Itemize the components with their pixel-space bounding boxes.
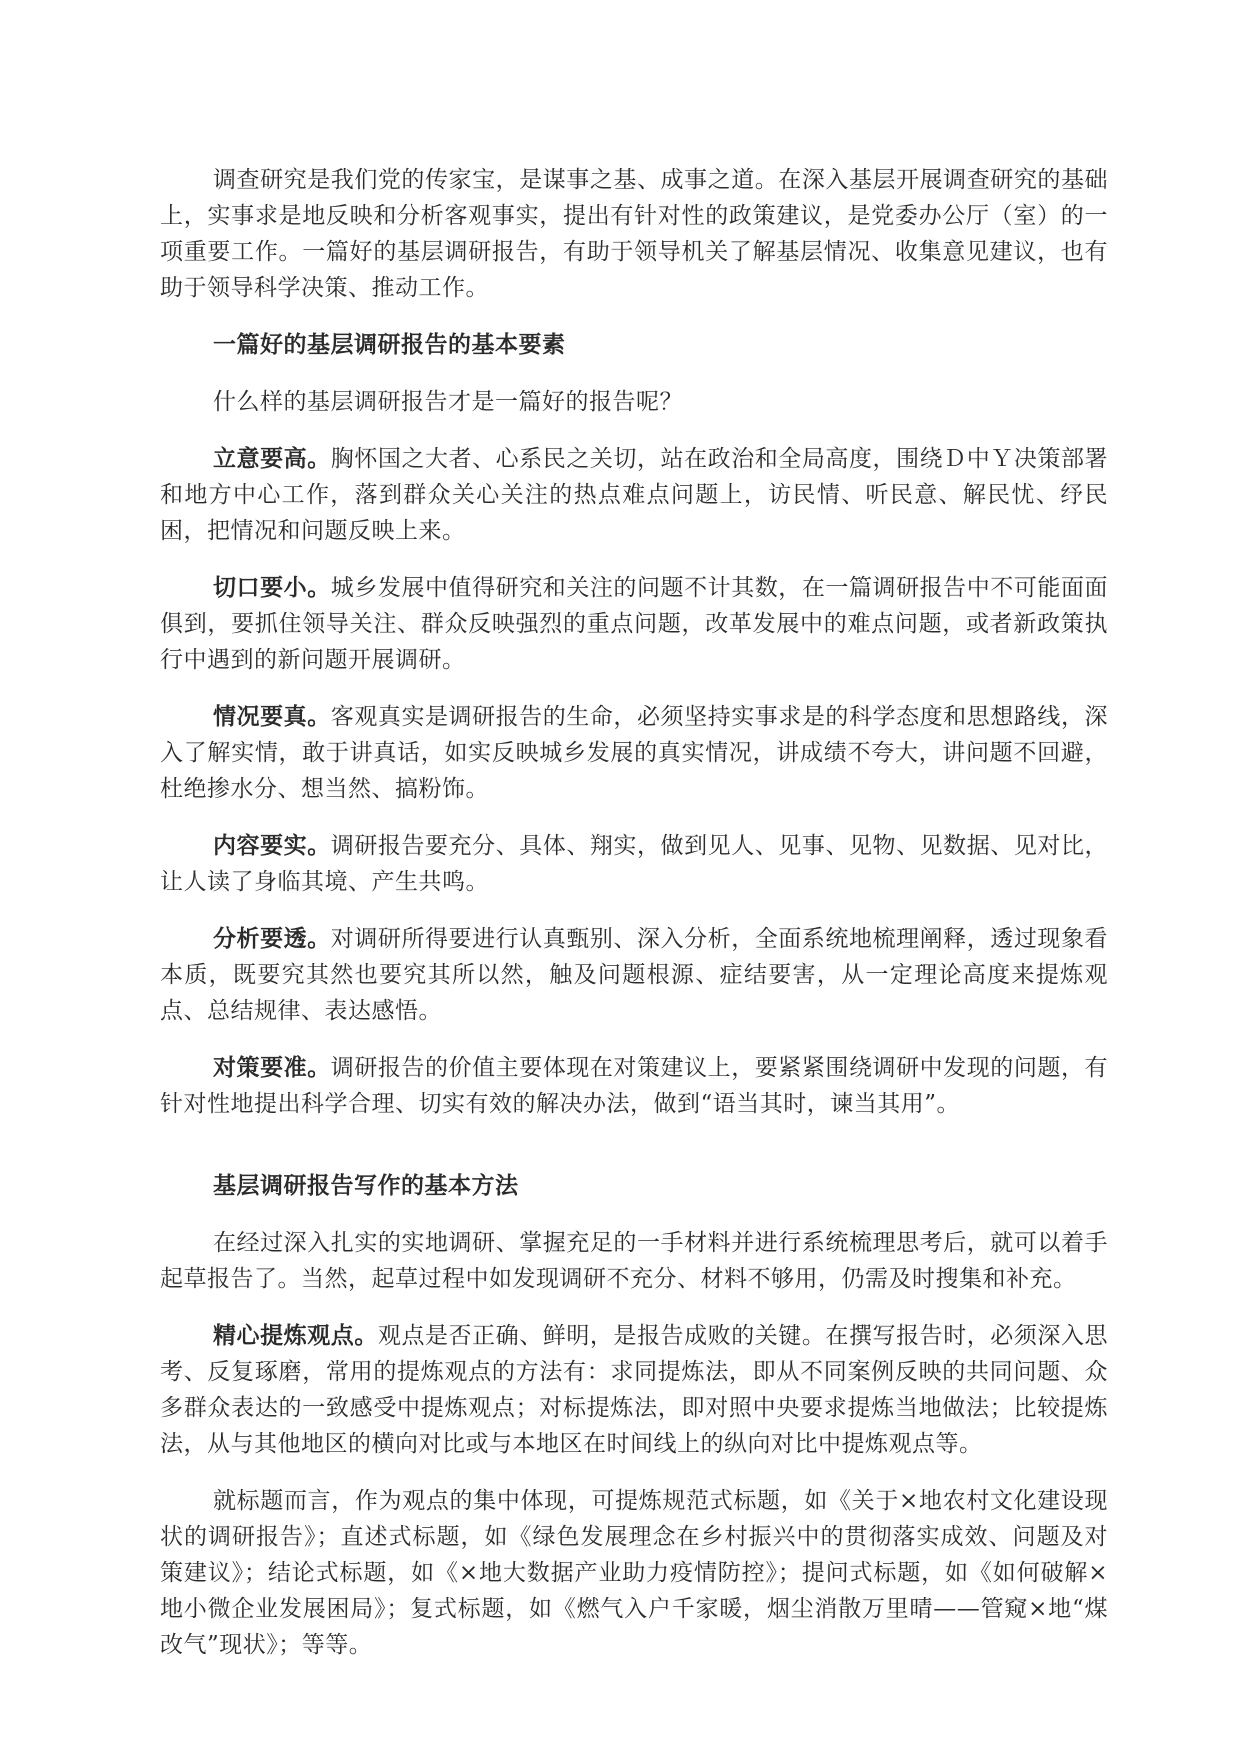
- method-text-1: 观点是否正确、鲜明，是报告成败的关键。在撰写报告时，必须深入思考、反复琢磨，常用的提炼观点的方法有：求同提炼法，即从不同案例反映的共同问题、众多群众表达的一致感受中提炼观点；对标提炼法，即对照中央要求提炼当地做法；比较提炼法，从与其他地区的横向对比或与本地区在时间线上的纵向对比中提炼观点等。: [160, 1323, 1109, 1457]
- element-lead-6: 对策要准。: [213, 1055, 331, 1081]
- element-paragraph-1: [160, 441, 1108, 549]
- element-text-2: 城乡发展中值得研究和关注的问题不计其数，在一篇调研报告中不可能面面俱到，要抓住领导关注、群众反映强烈的重点问题，改革发展中的难点问题，或者新政策执行中遇到的新问题开展调研。: [160, 575, 1109, 673]
- section2-intro: 在经过深入扎实的实地调研、掌握充足的一手材料并进行系统梳理思考后，就可以着手起草报告了。当然，起草过程中如发现调研不充分、材料不够用，仍需及时搜集和补充。: [160, 1230, 1108, 1292]
- element-paragraph-2: [160, 570, 1108, 678]
- element-lead-2: 切口要小。: [213, 575, 331, 601]
- element-lead-1: 立意要高。: [213, 446, 331, 472]
- section1-question: 什么样的基层调研报告才是一篇好的报告呢？: [213, 389, 683, 415]
- section1-heading: 一篇好的基层调研报告的基本要素: [213, 332, 566, 358]
- element-text-3: 客观真实是调研报告的生命，必须坚持实事求是的科学态度和思想路线，深入了解实情，敢于讲真话，如实反映城乡发展的真实情况，讲成绩不夸大，讲问题不回避，杜绝掺水分、想当然、搞粉饰。: [160, 704, 1109, 802]
- element-paragraph-3: [160, 699, 1108, 807]
- element-paragraph-4: [160, 828, 1108, 900]
- document-page: [160, 162, 1108, 1684]
- section2-heading: 基层调研报告写作的基本方法: [213, 1173, 519, 1199]
- titles-paragraph: 就标题而言，作为观点的集中体现，可提炼规范式标题，如《关于×地农村文化建设现状的调研报告》；直述式标题，如《绿色发展理念在乡村振兴中的贯彻落实成效、问题及对策建议》；结论式标题，如《×地大数据产业助力疫情防控》；提问式标题，如《如何破解×地小微企业发展困局》；复式标题，如《燃气入户千家暖，烟尘消散万里晴——管窥×地“煤改气”现状》；等等。: [160, 1488, 1108, 1658]
- element-lead-3: 情况要真。: [213, 704, 331, 730]
- intro-paragraph: 调查研究是我们党的传家宝，是谋事之基、成事之道。在深入基层开展调查研究的基础上，实事求是地反映和分析客观事实，提出有针对性的政策建议，是党委办公厅（室）的一项重要工作。一篇好的基层调研报告，有助于领导机关了解基层情况、收集意见建议，也有助于领导科学决策、推动工作。: [160, 167, 1108, 301]
- method-lead-1: 精心提炼观点。: [213, 1323, 378, 1349]
- element-text-4: 调研报告要充分、具体、翔实，做到见人、见事、见物、见数据、见对比，让人读了身临其境、产生共鸣。: [160, 833, 1109, 895]
- element-paragraph-5: [160, 921, 1108, 1029]
- element-text-5: 对调研所得要进行认真甄别、深入分析，全面系统地梳理阐释，透过现象看本质，既要究其然也要究其所以然，触及问题根源、症结要害，从一定理论高度来提炼观点、总结规律、表达感悟。: [160, 926, 1109, 1024]
- method-paragraph-1: [160, 1318, 1108, 1462]
- element-lead-5: 分析要透。: [213, 926, 331, 952]
- element-lead-4: 内容要实。: [213, 833, 331, 859]
- element-text-1: 胸怀国之大者、心系民之关切，站在政治和全局高度，围绕Ｄ中Ｙ决策部署和地方中心工作，落到群众关心关注的热点难点问题上，访民情、听民意、解民忧、纾民困，把情况和问题反映上来。: [160, 446, 1109, 544]
- element-paragraph-6: [160, 1050, 1108, 1122]
- element-text-6: 调研报告的价值主要体现在对策建议上，要紧紧围绕调研中发现的问题，有针对性地提出科学合理、切实有效的解决办法，做到“语当其时，谏当其用”。: [160, 1055, 1109, 1117]
